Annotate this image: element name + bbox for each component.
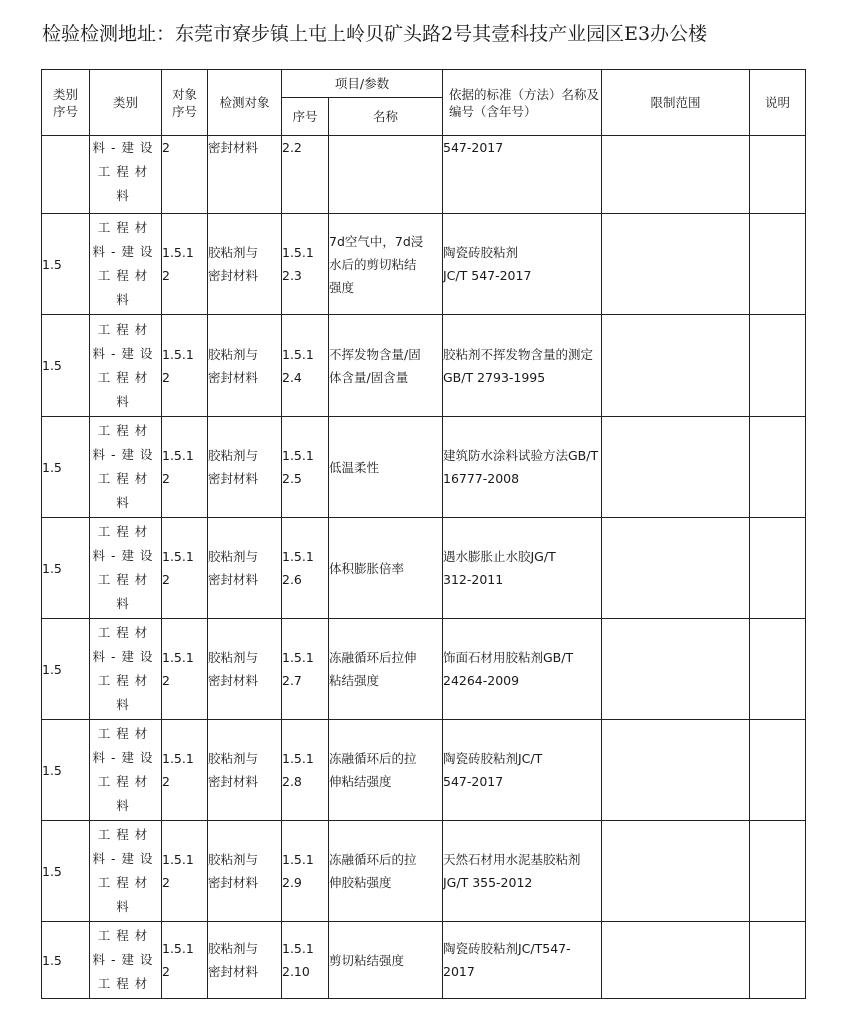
cell-item-no: 2.2: [282, 136, 329, 214]
cell-obj-no: 1.5.1 2: [162, 619, 208, 720]
cell-standard: 陶瓷砖胶粘剂JC/T547-2017: [443, 922, 602, 999]
cell-object: 胶粘剂与 密封材料: [208, 518, 282, 619]
cell-standard: 遇水膨胀止水胶JG/T 312-2011: [443, 518, 602, 619]
cell-limit: [602, 315, 750, 417]
cell-note: [750, 922, 806, 999]
table-row: [42, 136, 806, 214]
cell-note: [750, 417, 806, 518]
cell-category: 工程材 料-建设 工程材: [90, 922, 162, 999]
cell-item-no: 1.5.1 2.4: [282, 315, 329, 417]
cell-item-no: 1.5.1 2.6: [282, 518, 329, 619]
cell-object: 胶粘剂与 密封材料: [208, 315, 282, 417]
table-row: [42, 720, 806, 821]
cell-item-name: 冻融循环后的拉 伸粘结强度: [329, 720, 443, 821]
cell-item-name: 冻融循环后的拉 伸胶粘强度: [329, 821, 443, 922]
cell-object: 胶粘剂与 密封材料: [208, 214, 282, 315]
cell-item-no: 1.5.1 2.7: [282, 619, 329, 720]
cell-object: 密封材料: [208, 136, 282, 214]
header-obj-no: 对象 序号: [162, 70, 208, 136]
cell-standard: 胶粘剂不挥发物含量的测定 GB/T 2793-1995: [443, 315, 602, 417]
cell-cat-no: 1.5: [42, 821, 90, 922]
cell-obj-no: 1.5.1 2: [162, 720, 208, 821]
cell-item-name: 7d空气中，7d浸 水后的剪切粘结 强度: [329, 214, 443, 315]
cell-cat-no: 1.5: [42, 518, 90, 619]
cell-item-no: 1.5.1 2.10: [282, 922, 329, 999]
cell-item-no: 1.5.1 2.9: [282, 821, 329, 922]
table-row: [42, 417, 806, 518]
cell-category: 工程材 料-建设 工程材 料: [90, 619, 162, 720]
header-object: 检测对象: [208, 70, 282, 136]
table-row: [42, 518, 806, 619]
cell-cat-no: 1.5: [42, 619, 90, 720]
cell-object: 胶粘剂与 密封材料: [208, 417, 282, 518]
header-item-name: 名称: [329, 98, 443, 136]
table-row: [42, 315, 806, 417]
header-item-group: 项目/参数: [282, 70, 443, 98]
cell-limit: [602, 821, 750, 922]
cell-item-name: 剪切粘结强度: [329, 922, 443, 999]
header-limit: 限制范围: [602, 70, 750, 136]
cell-limit: [602, 619, 750, 720]
cell-item-name: [329, 136, 443, 214]
cell-object: 胶粘剂与 密封材料: [208, 821, 282, 922]
cell-limit: [602, 922, 750, 999]
cell-standard: 天然石材用水泥基胶粘剂 JG/T 355-2012: [443, 821, 602, 922]
cell-note: [750, 518, 806, 619]
table-row: [42, 619, 806, 720]
cell-obj-no: 2: [162, 136, 208, 214]
cell-note: [750, 214, 806, 315]
header-standard: 依据的标准（方法）名称及 编号（含年号）: [443, 70, 602, 136]
cell-object: 胶粘剂与 密封材料: [208, 720, 282, 821]
cell-limit: [602, 214, 750, 315]
table-row: [42, 821, 806, 922]
cell-category: 料-建设 工程材料: [90, 136, 162, 214]
cell-cat-no: 1.5: [42, 720, 90, 821]
table-row: [42, 922, 806, 999]
cell-obj-no: 1.5.1 2: [162, 518, 208, 619]
cell-category: 工程材 料-建设 工程材 料: [90, 720, 162, 821]
cell-obj-no: 1.5.1 2: [162, 821, 208, 922]
cell-standard: 陶瓷砖胶粘剂 JC/T 547-2017: [443, 214, 602, 315]
cell-limit: [602, 136, 750, 214]
cell-cat-no: 1.5: [42, 417, 90, 518]
cell-category: 工程材 料-建设 工程材 料: [90, 518, 162, 619]
header-category: 类别: [90, 70, 162, 136]
cell-limit: [602, 720, 750, 821]
cell-obj-no: 1.5.1 2: [162, 214, 208, 315]
cell-item-no: 1.5.1 2.3: [282, 214, 329, 315]
cell-limit: [602, 518, 750, 619]
cell-standard: 547-2017: [443, 136, 602, 214]
cell-category: 工程材 料-建设 工程材 料: [90, 417, 162, 518]
cell-standard: 建筑防水涂料试验方法GB/T 16777-2008: [443, 417, 602, 518]
cell-limit: [602, 417, 750, 518]
cell-object: 胶粘剂与 密封材料: [208, 922, 282, 999]
cell-note: [750, 315, 806, 417]
cell-item-name: 不挥发物含量/固 体含量/固含量: [329, 315, 443, 417]
header-item-no: 序号: [282, 98, 329, 136]
cell-cat-no: [42, 136, 90, 214]
header-cat-no: 类别 序号: [42, 70, 90, 136]
cell-standard: 饰面石材用胶粘剂GB/T 24264-2009: [443, 619, 602, 720]
scope-table: [41, 69, 806, 999]
cell-category: 工程材 料-建设 工程材 料: [90, 315, 162, 417]
cell-standard: 陶瓷砖胶粘剂JC/T 547-2017: [443, 720, 602, 821]
cell-cat-no: 1.5: [42, 922, 90, 999]
cell-category: 工程材 料-建设 工程材 料: [90, 821, 162, 922]
cell-obj-no: 1.5.1 2: [162, 922, 208, 999]
table-row: [42, 214, 806, 315]
cell-cat-no: 1.5: [42, 214, 90, 315]
cell-item-no: 1.5.1 2.8: [282, 720, 329, 821]
cell-obj-no: 1.5.1 2: [162, 315, 208, 417]
cell-note: [750, 136, 806, 214]
cell-item-name: 体积膨胀倍率: [329, 518, 443, 619]
cell-item-no: 1.5.1 2.5: [282, 417, 329, 518]
cell-note: [750, 619, 806, 720]
cell-object: 胶粘剂与 密封材料: [208, 619, 282, 720]
address-heading: 检验检测地址：东莞市寮步镇上屯上岭贝矿头路2号其壹科技产业园区E3办公楼: [42, 23, 708, 45]
cell-cat-no: 1.5: [42, 315, 90, 417]
cell-category: 工程材 料-建设 工程材 料: [90, 214, 162, 315]
cell-note: [750, 720, 806, 821]
cell-note: [750, 821, 806, 922]
header-note: 说明: [750, 70, 806, 136]
cell-obj-no: 1.5.1 2: [162, 417, 208, 518]
cell-item-name: 低温柔性: [329, 417, 443, 518]
cell-item-name: 冻融循环后拉伸 粘结强度: [329, 619, 443, 720]
